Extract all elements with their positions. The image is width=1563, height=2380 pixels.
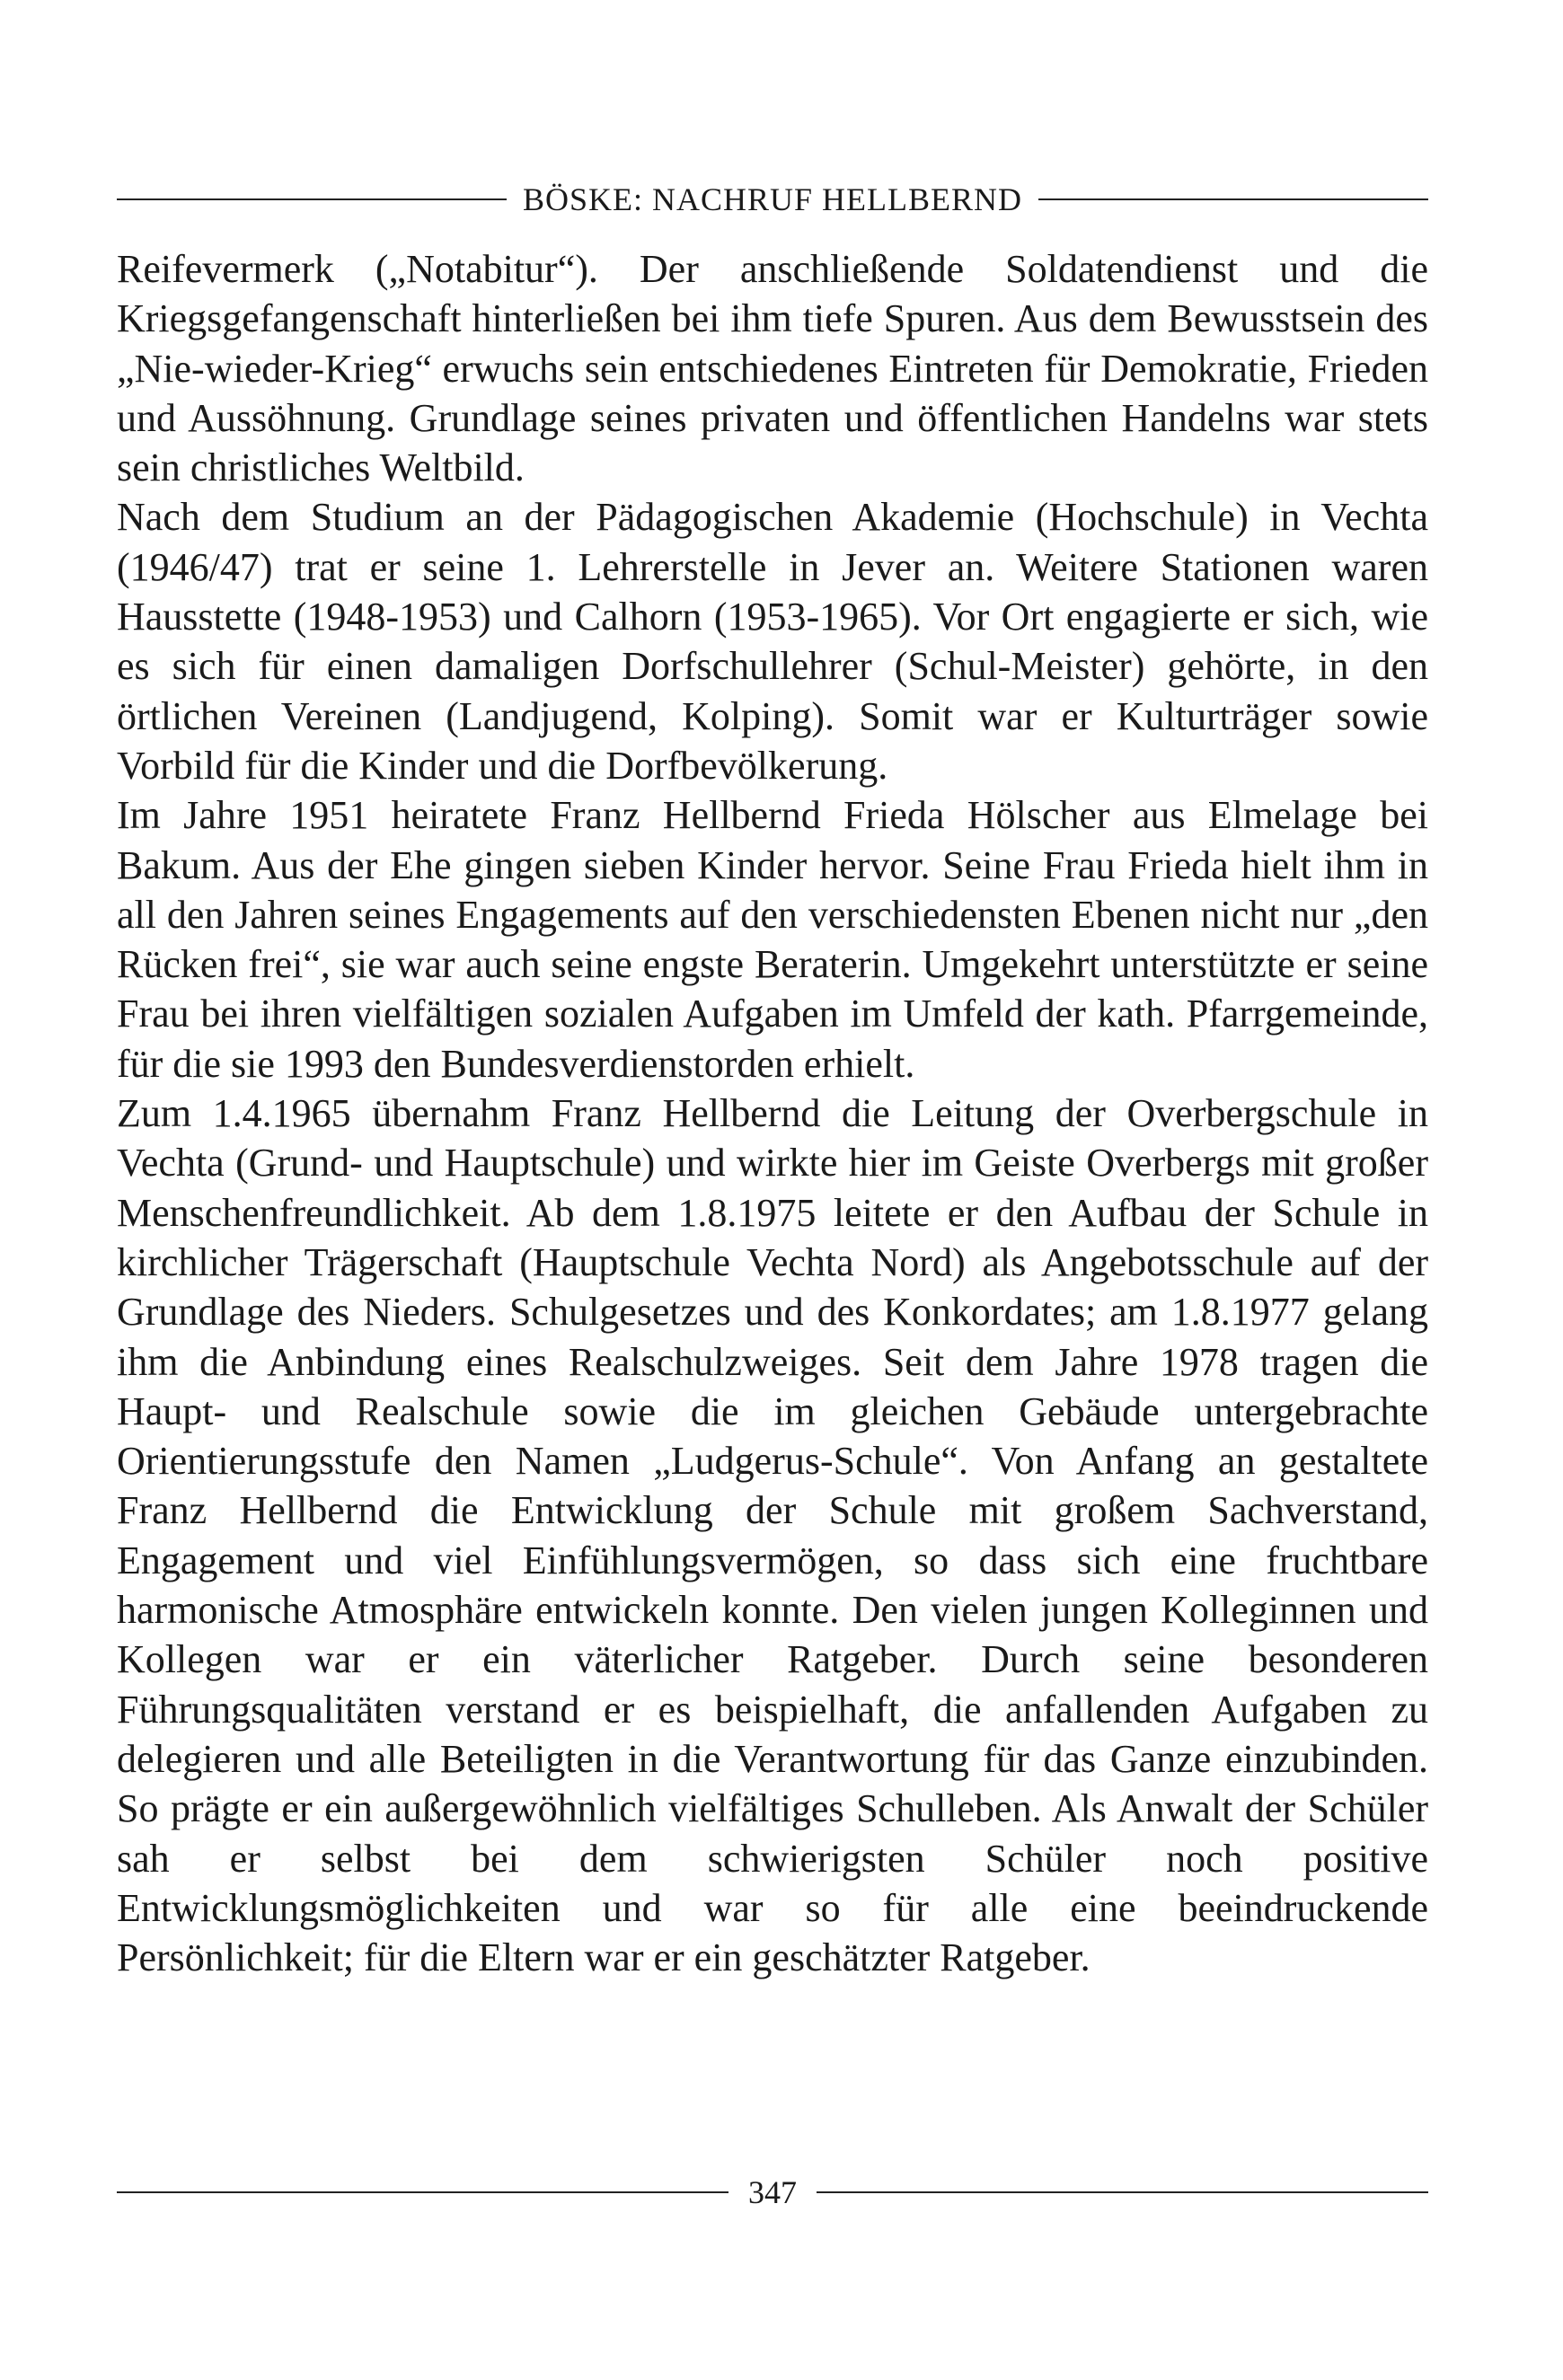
page-number: 347 (748, 2174, 797, 2210)
paragraph: Zum 1.4.1965 übernahm Franz Hellbernd die Leitung der Overbergschule in Vechta (Grund- und Hauptschule) und wirkte hier im Geiste Overbergs mit großer Menschenfreundlichkeit. Ab dem 1.8.1975 leitete er den Aufbau der Schule in kirchlicher Trägerschaft (Hauptschule Vechta Nord) als Angebotsschule auf der Grundlage des Nieders. Schulgesetzes und des Konkordates; am 1.8.1977 gelang ihm die Anbindung eines Realschulzweiges. Seit dem Jahre 1978 tragen die Haupt- und Realschule sowie die im gleichen Gebäude untergebrachte Orientierungsstufe den Namen „Ludgerus-Schule“. Von Anfang an gestaltete Franz Hellbernd die Entwicklung der Schule mit großem Sachverstand, Engagement und viel Einfühlungsvermögen, so dass sich eine fruchtbare harmonische Atmosphäre entwickeln konnte. Den vielen jungen Kolleginnen und Kollegen war er ein väterlicher Ratgeber. Durch seine besonderen Führungsqualitäten verstand er es beispielhaft, die anfallenden Aufgaben zu delegieren und alle Beteiligten in die Verantwortung für das Ganze einzubinden. So prägte er ein außergewöhnlich vielfältiges Schulleben. Als Anwalt der Schüler sah er selbst bei dem schwierigsten Schüler noch positive Entwicklungsmöglichkeiten und war so für alle eine beeindruckende Persönlichkeit; für die Eltern war er ein geschätzter Ratgeber. (117, 1091, 1428, 1980)
paragraph: Im Jahre 1951 heiratete Franz Hellbernd Frieda Hölscher aus Elmelage bei Bakum. Aus der Ehe gingen sieben Kinder hervor. Seine Frau Frieda hielt ihm in all den Jahren seines Engagements auf den verschiedensten Ebenen nicht nur „den Rücken frei“, sie war auch seine engste Beraterin. Umgekehrt unterstützte er seine Frau bei ihren vielfältigen sozialen Aufgaben im Umfeld der kath. Pfarrgemeinde, für die sie 1993 den Bundesverdienstorden erhielt. (117, 793, 1428, 1086)
paragraph: Reifevermerk („Notabitur“). Der anschließende Soldatendienst und die Kriegsgefangenschaft hinterließen bei ihm tiefe Spuren. Aus dem Bewusstsein des „Nie-wieder-Krieg“ erwuchs sein entschiedenes Eintreten für Demokratie, Frieden und Aussöhnung. Grundlage seines privaten und öffentlichen Handelns war stets sein christliches Weltbild. (117, 247, 1428, 490)
running-head-title: BÖSKE: NACHRUF HELLBERND (522, 181, 1023, 217)
running-head (117, 171, 1428, 228)
document-page (117, 171, 1428, 2254)
paragraph: Nach dem Studium an der Pädagogischen Akademie (Hochschule) in Vechta (1946/47) trat er seine 1. Lehrerstelle in Jever an. Weitere Stationen waren Hausstette (1948-1953) und Calhorn (1953-1965). Vor Ort engagierte er sich, wie es sich für einen damaligen Dorfschullehrer (Schul-Meister) gehörte, in den örtlichen Vereinen (Landjugend, Kolping). Somit war er Kulturträger sowie Vorbild für die Kinder und die Dorfbevölkerung. (117, 495, 1428, 788)
footer-rule-left (117, 2191, 729, 2193)
page-footer (117, 2173, 1428, 2211)
footer-rule-right (817, 2191, 1428, 2193)
header-rule-left (117, 198, 507, 200)
header-rule-right (1038, 198, 1428, 200)
body-text (117, 244, 1428, 1982)
